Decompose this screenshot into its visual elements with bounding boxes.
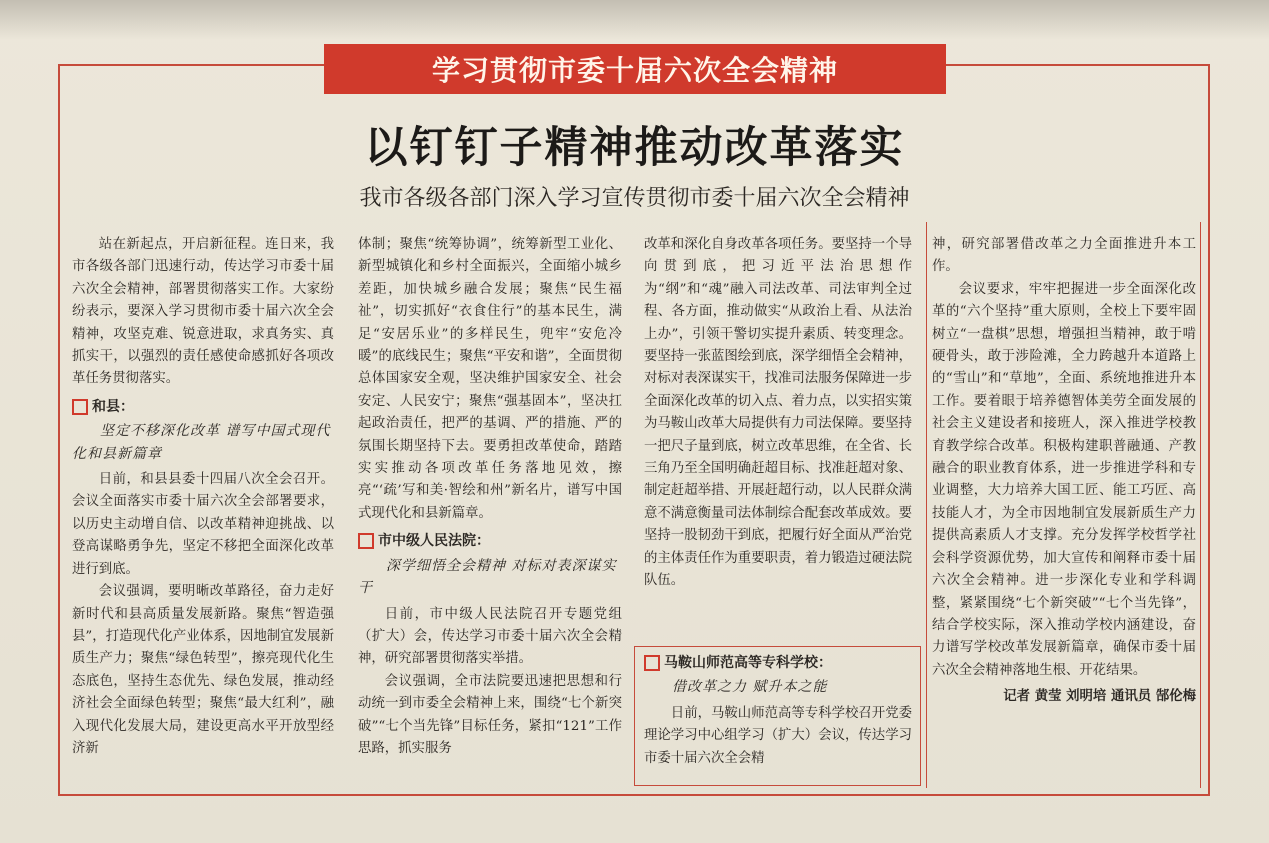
paragraph: 会议强调，全市法院要迅速把思想和行动统一到市委全会精神上来，围绕“七个新突破”“七个当先锋”目标任务，紧扣“121”工作思路，抓实服务 [358, 673, 622, 756]
article-headline: 以钉钉子精神推动改革落实 [364, 123, 905, 173]
column-2 [358, 234, 622, 784]
section-subtitle: 坚定不移深化改革 谱写中国式现代化和县新篇章 [72, 423, 331, 462]
section-court [358, 530, 622, 552]
column-4 [932, 234, 1196, 784]
section-square-icon [72, 399, 88, 415]
banner-title: 学习贯彻市委十届六次全会精神 [431, 54, 838, 87]
section-title: 和县： [92, 398, 134, 415]
paragraph: 日前，和县县委十四届八次全会召开。会议全面落实市委十届六次全会部署要求，以历史主动增自信、以改革精神迎挑战、以登高谋略勇争先，坚定不移把全面深化改革进行到底。 [72, 472, 334, 577]
school-section [644, 652, 912, 784]
section-hexian [72, 396, 334, 418]
column-1 [72, 234, 334, 784]
intro-paragraph: 站在新起点，开启新征程。连日来，我市各级各部门迅速行动，传达学习市委十届六次全会精神，部署贯彻落实工作。大家纷纷表示，要深入学习贯彻市委十届六次全会精神，攻坚克难、锐意进取，求真务实、真抓实干，以强烈的责任感使命感抓好各项改革任务贯彻落实。 [72, 237, 334, 387]
page-top-edge [0, 0, 1269, 40]
paragraph: 改革和深化自身改革各项任务。要坚持一个导向贯到底，把习近平法治思想作为“纲”和“魂”融入司法改革、司法审判全过程、各方面，推动做实“从政治上看、从法治上办”，引领干警切实提升素质、转变理念。要坚持一张蓝图绘到底，深学细悟全会精神，对标对表深谋实干，找准司法服务保障进一步全面深化改革的切入点、着力点，以实招实策为马鞍山改革大局提供有力司法保障。要坚持一把尺子量到底，树立改革思维，在全省、长三角乃至全国明确赶超目标、找准赶超对象、制定赶超举措、开展赶超行动，以人民群众满意不满意衡量司法体制综合配套改革成效。要坚持一股韧劲干到底，把履行好全面从严治党的主体责任作为重要职责，着力锻造过硬法院队伍。 [644, 237, 912, 589]
section-title: 马鞍山师范高等专科学校： [664, 655, 832, 671]
section-square-icon [644, 655, 660, 671]
paragraph: 日前，市中级人民法院召开专题党组（扩大）会，传达学习市委十届六次全会精神，研究部署贯彻落实举措。 [358, 606, 622, 667]
paragraph: 日前，马鞍山师范高等专科学校召开党委理论学习中心组学习（扩大）会议，传达学习市委十届六次全会精 [644, 705, 912, 766]
paragraph: 会议要求，牢牢把握进一步全面深化改革的“六个坚持”重大原则，全校上下要牢固树立“一盘棋”思想，增强担当精神，敢于啃硬骨头，敢于涉险滩，全力跨越升本道路上的“雪山”和“草地”，全面、系统地推进升本工作。要着眼于培养德智体美劳全面发展的社会主义建设者和接班人，深入推进学校教育教学综合改革。积极构建职普融通、产教融合的职业教育体系，进一步推进学科和专业调整，大力培养大国工匠、能工巧匠、高技能人才，为全市因地制宜发展新质生产力提供高素质人才支撑。充分发挥学校哲学社会科学资源优势，加大宣传和阐释市委十届六次全会精神。进一步深化专业和学科调整，紧紧围绕“七个新突破”“七个当先锋”，结合学校实际，深入推动学校内涵建设，奋力谱写学校改革发展新篇章，确保市委十届六次全会精神落地生根、开花结果。 [932, 281, 1196, 678]
article-subheadline: 我市各级各部门深入学习宣传贯彻市委十届六次全会精神 [359, 186, 910, 211]
column-divider [1200, 222, 1201, 788]
section-school [644, 652, 912, 674]
column-banner [324, 44, 946, 94]
section-subtitle: 深学细悟全会精神 对标对表深谋实干 [358, 557, 617, 597]
section-title: 市中级人民法院： [378, 533, 490, 550]
section-subtitle: 借改革之力 赋升本之能 [672, 679, 828, 696]
column-3 [644, 234, 912, 644]
paragraph: 会议强调，要明晰改革路径，奋力走好新时代和县高质量发展新路。聚焦“智造强县”，打造现代化产业体系，因地制宜发展新质生产力；聚焦“绿色转型”，擦亮现代化生态底色，坚持生态优先、绿色发展，推动经济社会全面绿色转型；聚焦“最大红利”，融入现代化发展大局，建设更高水平开放型经济新 [72, 584, 334, 756]
paragraph: 神，研究部署借改革之力全面推进升本工作。 [932, 237, 1196, 275]
column-divider [926, 222, 927, 788]
byline: 记者 黄莹 刘明培 通讯员 郜伦梅 [1003, 689, 1196, 705]
section-square-icon [358, 533, 374, 549]
paragraph: 体制；聚焦“统筹协调”，统筹新型工业化、新型城镇化和乡村全面振兴，全面缩小城乡差距，加快城乡融合发展；聚焦“民生福祉”，切实抓好“衣食住行”的基本民生，满足“安居乐业”的多样民生，兜牢“安危冷暖”的底线民生；聚焦“平安和谐”，全面贯彻总体国家安全观，坚决维护国家安全、社会安定、人民安宁；聚焦“强基固本”，坚决扛起政治责任，把严的基调、严的措施、严的氛围长期坚持下去。要勇担改革使命，踏踏实实推动各项改革任务落地见效，擦亮“‘疏’写和美·智绘和州”新名片，谱写中国式现代化和县新篇章。 [358, 237, 622, 521]
